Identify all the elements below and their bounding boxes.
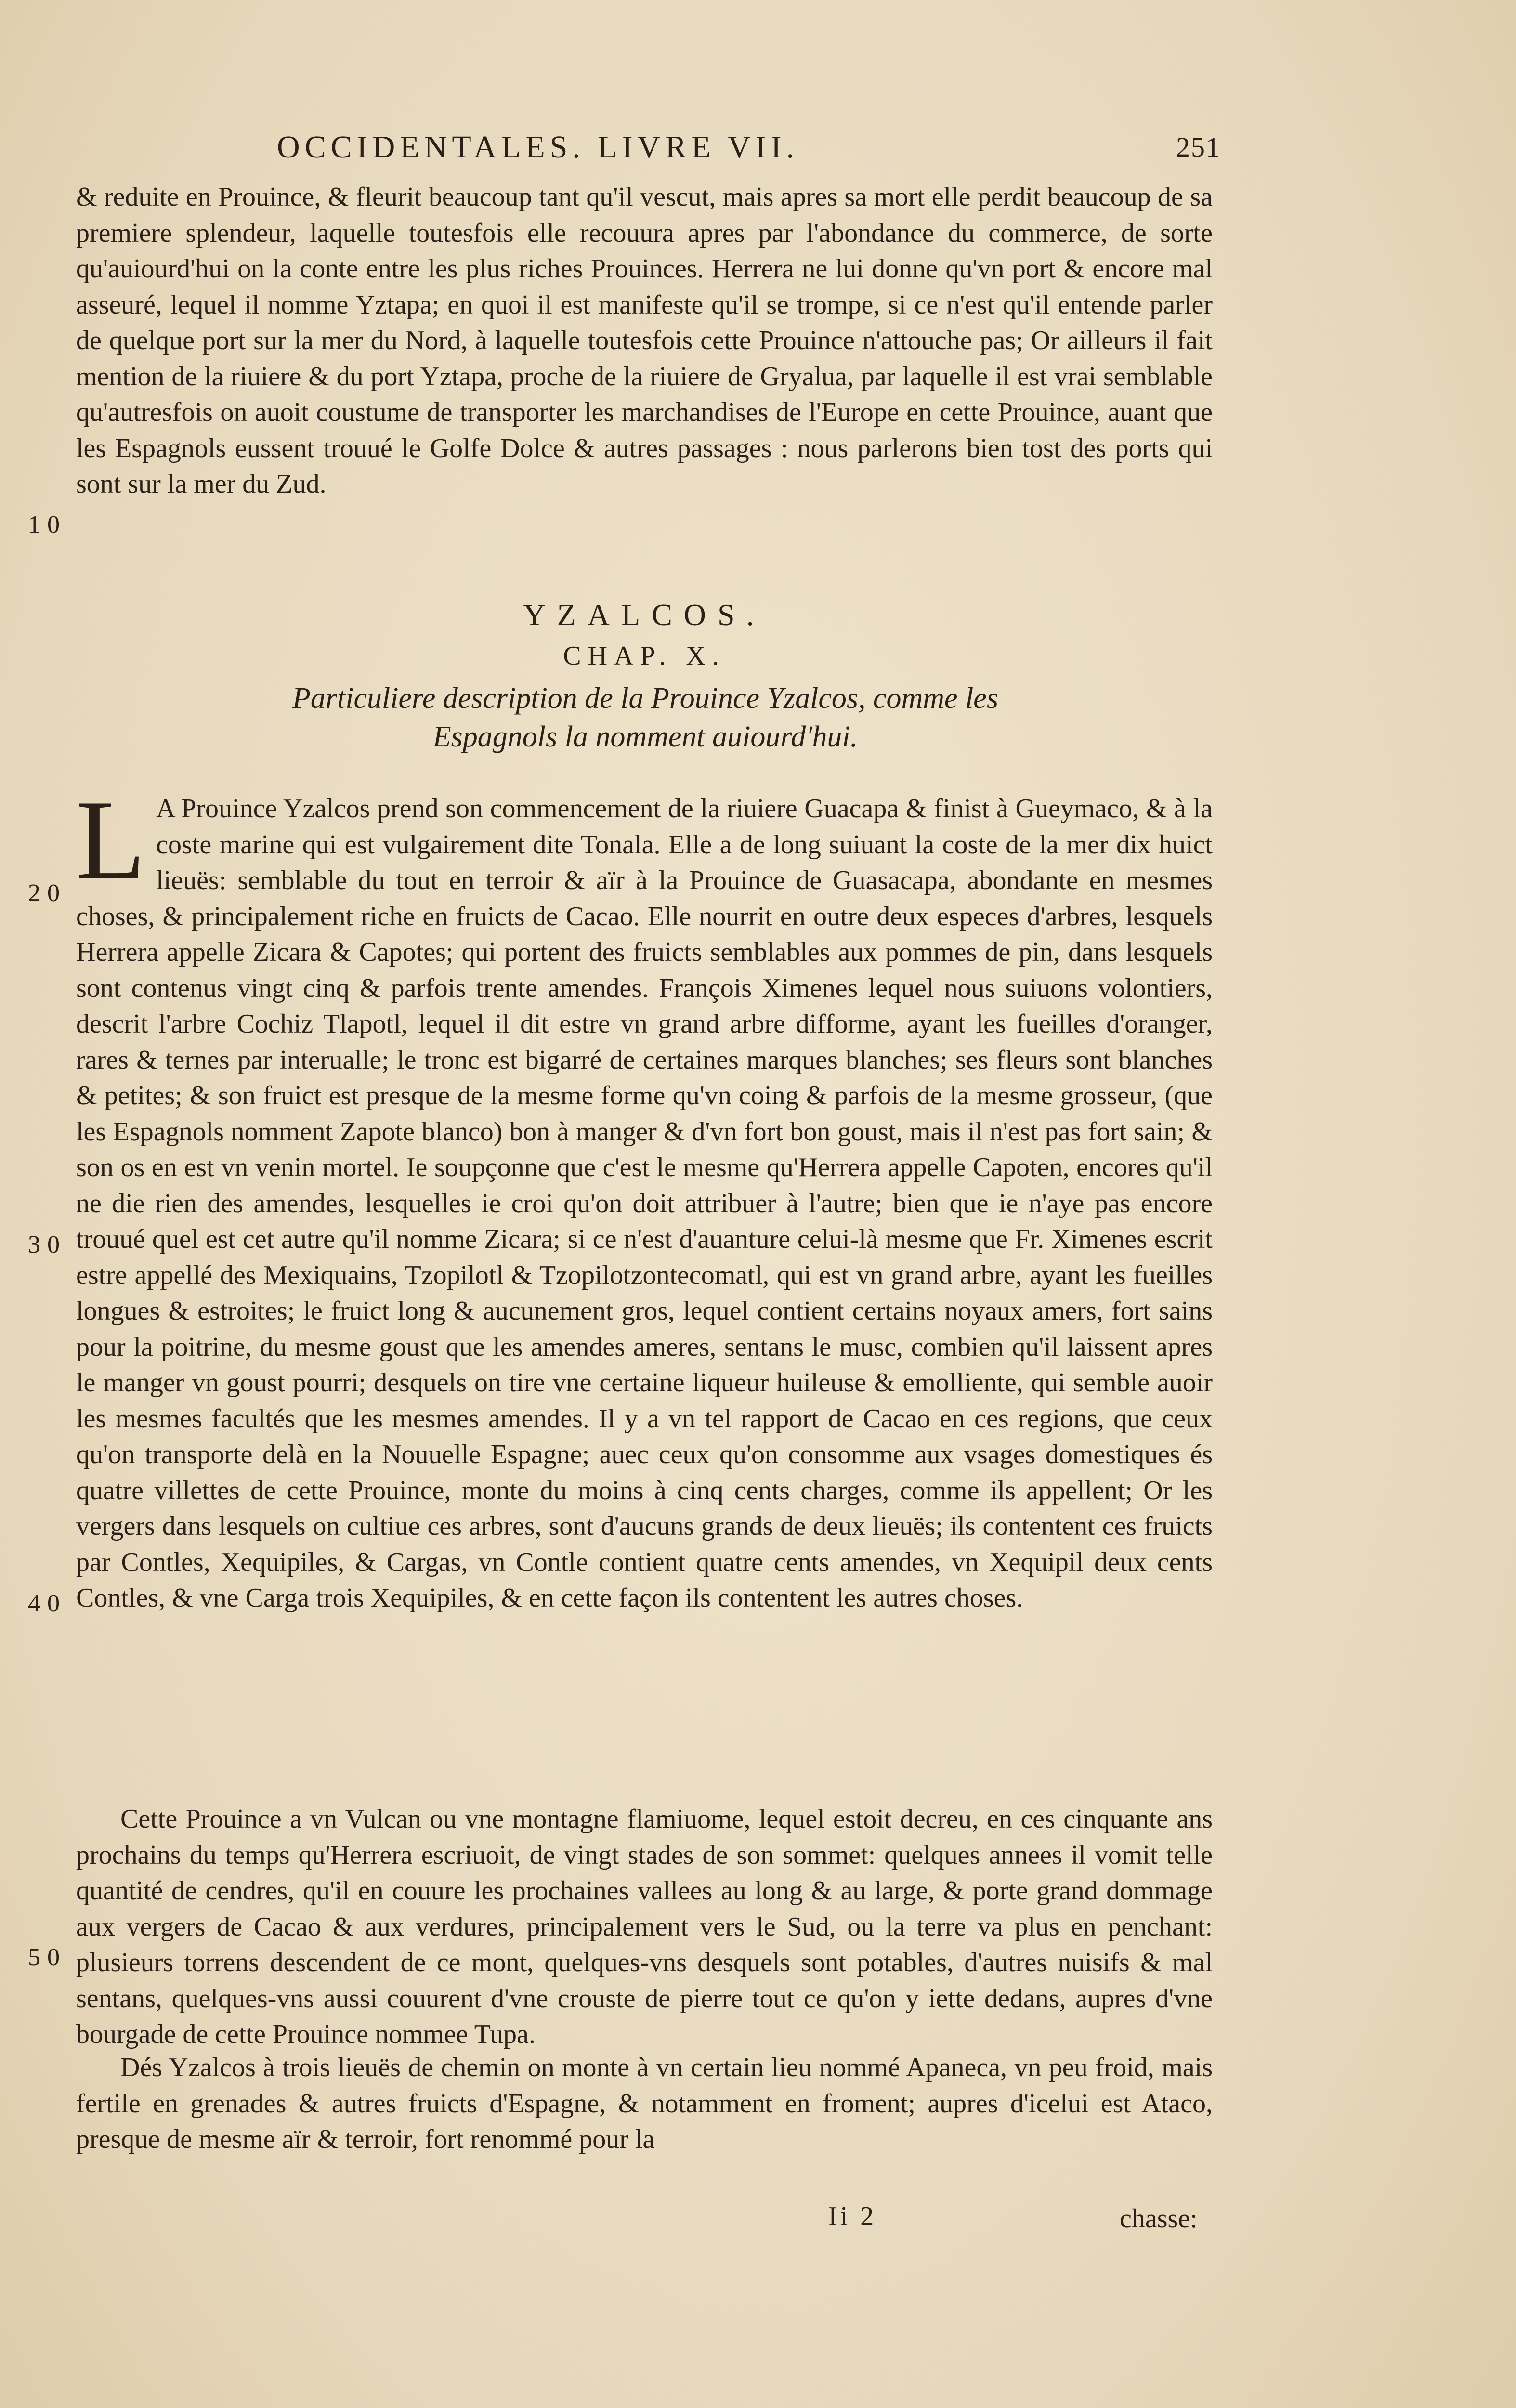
signature-mark: Ii 2 bbox=[828, 2201, 877, 2231]
body-paragraph-2-text: Cette Prouince a vn Vulcan ou vne montagne flamiuome, lequel estoit decreu, en ces cinquante ans prochains du temps qu'Herrera escriuoit, de vingt stades de son sommet: quelques annees il vomit telle quantité de cendres, qu'il en couure les prochaines vallees au long & au large, & porte grand dommage aux vergers de Cacao & aux verdures, principalement vers le Sud, ou la terre va plus en penchant: plusieurs torrens descendent de ce mont, quelques-vns desquels sont potables, d'autres nuisifs & mal sentans, quelques-vns aussi couurent d'vne crouste de pierre tout ce qu'on y iette dedans, aupres d'vne bourgade de cette Prouince nommee Tupa. bbox=[76, 1804, 1213, 2049]
line-number-40: 40 bbox=[28, 1590, 66, 1617]
intro-paragraph bbox=[76, 179, 1213, 502]
chapter-title: YZALCOS. bbox=[523, 598, 766, 632]
intro-paragraph-text: & reduite en Prouince, & fleurit beaucoup tant qu'il vescut, mais apres sa mort elle perdit beaucoup de sa premiere splendeur, laquelle toutesfois elle recouura apres par l'abondance du commerce, de sorte qu'auiourd'hui on la conte entre les plus riches Prouinces. Herrera ne lui donne qu'vn port & encore mal asseuré, lequel il nomme Yztapa; en quoi il est manifeste qu'il se trompe, si ce n'est qu'il entende parler de quelque port sur la mer du Nord, à laquelle toutesfois cette Prouince n'attouche pas; Or ailleurs il fait mention de la riuiere & du port Yztapa, proche de la riuiere de Gryalua, par laquelle il est vrai semblable qu'autresfois on auoit coustume de transporter les marchandises de l'Europe en cette Prouince, auant que les Espagnols eussent trouué le Golfe Dolce & autres passages : nous parlerons bien tost des ports qui sont sur la mer du Zud. bbox=[76, 182, 1213, 499]
chapter-number: CHAP. X. bbox=[563, 641, 726, 671]
chapter-subtitle: Particuliere description de la Prouince Yzalcos, comme les Espagnols la nomment auiourd'hui. bbox=[292, 682, 998, 753]
line-number-20: 20 bbox=[28, 879, 66, 907]
body-paragraph-2 bbox=[76, 1801, 1213, 2053]
running-header bbox=[277, 129, 1221, 166]
body-paragraph-3 bbox=[76, 2050, 1213, 2158]
catchword: chasse: bbox=[1120, 2204, 1198, 2234]
line-number-50: 50 bbox=[28, 1944, 66, 1971]
drop-cap: L bbox=[76, 777, 146, 903]
line-number-30: 30 bbox=[28, 1231, 66, 1258]
body-paragraph-1-text: A Prouince Yzalcos prend son commencement de la riuiere Guacapa & finist à Gueymaco, & à la coste marine qui est vulgairement dite Tonala. Elle a de long suiuant la coste de la mer dix huict lieuës: semblable du tout en terroir & aïr à la Prouince de Guasacapa, abondante en mesmes choses, & principalement riche en fruicts de Cacao. Elle nourrit en outre deux especes d'arbres, lesquels Herrera appelle Zicara & Capotes; qui portent des fruicts semblables aux pommes de pin, dans lesquels sont contenus vingt cinq & parfois trente amendes. François Ximenes lequel nous suiuons volontiers, descrit l'arbre Cochiz Tlapotl, lequel il dit estre vn grand arbre difforme, ayant les fueilles d'oranger, rares & ternes par interualle; le tronc est bigarré de certaines marques blanches; ses fleurs sont blanches & petites; & son fruict est presque de la mesme forme qu'vn coing & parfois de la mesme grosseur, (que les Espagnols nomment Zapote blanco) bon à manger & d'vn fort bon goust, mais il n'est pas fort sain; & son os en est vn venin mortel. Ie soupçonne que c'est le mesme qu'Herrera appelle Capoten, encores qu'il ne die rien des amendes, lesquelles ie croi qu'on doit attribuer à l'autre; bien que ie n'aye pas encore trouué quel est cet autre qu'il nomme Zicara; si ce n'est d'auanture celui-là mesme que Fr. Ximenes escrit estre appellé des Mexiquains, Tzopilotl & Tzopilotzontecomatl, qui est vn grand arbre, ayant les fueilles longues & estroites; le fruict long & aucunement gros, lequel contient certains noyaux amers, fort sains pour la poitrine, du mesme goust que les amendes ameres, sentans le musc, combien qu'il laissent apres le manger vn goust pourri; desquels on tire vne certaine liqueur huileuse & emolliente, qui semble auoir les mesmes facultés que les mesmes amendes. Il y a vn tel rapport de Cacao en ces regions, que ceux qu'on transporte delà en la Nouuelle Espagne; auec ceux qu'on consomme aux vsages domestiques és quatre villettes de cette Prouince, monte du moins à cinq cents charges, comme ils appellent; Or les vergers dans lesquels on cultiue ces arbres, sont d'aucuns grands de deux lieuës; ils contentent ces fruicts par Contles, Xequipiles, & Cargas, vn Contle contient quatre cents amendes, vn Xequipil deux cents Contles, & vne Carga trois Xequipiles, & en cette façon ils contentent les autres choses. bbox=[76, 794, 1213, 1613]
running-title: OCCIDENTALES. LIVRE VII. bbox=[277, 130, 799, 165]
body-paragraph-3-text: Dés Yzalcos à trois lieuës de chemin on monte à vn certain lieu nommé Apaneca, vn peu froid, mais fertile en grenades & autres fruicts d'Espagne, & notamment en froment; aupres d'icelui est Ataco, presque de mesme aïr & terroir, fort renommé pour la bbox=[76, 2053, 1213, 2154]
folio-number: 251 bbox=[1176, 131, 1221, 163]
line-number-10: 10 bbox=[28, 511, 66, 538]
body-paragraph-1 bbox=[76, 777, 1213, 1616]
